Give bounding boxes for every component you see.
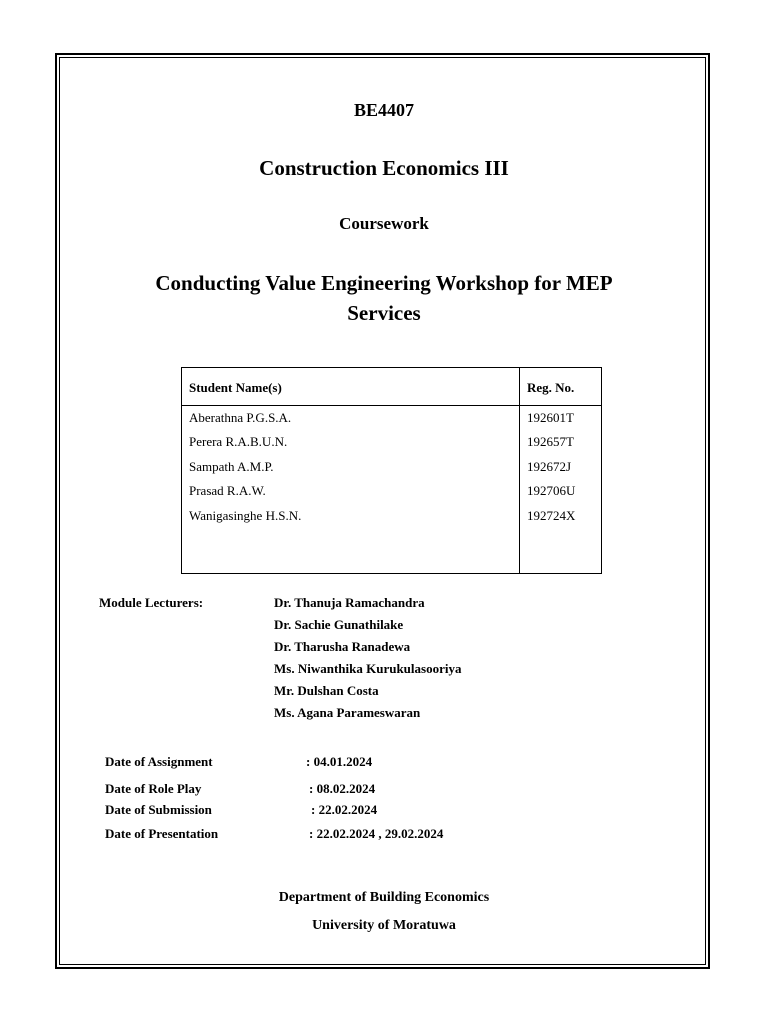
table-header-reg: Reg. No. <box>527 380 575 395</box>
date-role-play-value: : 08.02.2024 <box>309 781 376 796</box>
table-header-divider <box>182 405 601 406</box>
student-reg: 192706U <box>527 483 576 498</box>
table-header-name: Student Name(s) <box>189 380 282 395</box>
student-name: Aberathna P.G.S.A. <box>189 410 292 425</box>
department-name: Department of Building Economics <box>278 890 490 905</box>
date-submission-label: Date of Submission <box>105 802 212 817</box>
workshop-title: Conducting Value Engineering Workshop for MEP Services <box>155 271 613 325</box>
lecturer-name: Mr. Dulshan Costa <box>274 683 379 698</box>
university-name: University of Moratuwa <box>312 918 456 933</box>
student-reg: 192601T <box>527 410 574 425</box>
lecturer-name: Ms. Agana Parameswaran <box>274 705 421 720</box>
date-submission-value: : 22.02.2024 <box>311 802 378 817</box>
date-assignment-label: Date of Assignment <box>105 754 213 769</box>
lecturer-name: Dr. Thanuja Ramachandra <box>274 595 425 610</box>
student-reg: 192657T <box>527 434 574 449</box>
student-table <box>181 367 602 574</box>
date-presentation-label: Date of Presentation <box>105 826 219 841</box>
student-name: Perera R.A.B.U.N. <box>189 434 288 449</box>
course-title: Construction Economics III <box>259 156 509 180</box>
date-role-play-label: Date of Role Play <box>105 781 202 796</box>
lecturer-name: Ms. Niwanthika Kurukulasooriya <box>274 661 462 676</box>
student-name: Sampath A.M.P. <box>189 459 274 474</box>
student-reg: 192724X <box>527 508 576 523</box>
table-column-divider <box>519 368 520 573</box>
student-name: Prasad R.A.W. <box>189 483 266 498</box>
lecturer-name: Dr. Tharusha Ranadewa <box>274 639 411 654</box>
student-name: Wanigasinghe H.S.N. <box>189 508 302 523</box>
module-lecturers-label: Module Lecturers: <box>99 595 204 610</box>
course-code: BE4407 <box>353 100 414 120</box>
lecturer-name: Dr. Sachie Gunathilake <box>274 617 404 632</box>
date-presentation-value: : 22.02.2024 , 29.02.2024 <box>309 826 444 841</box>
student-reg: 192672J <box>527 459 572 474</box>
date-assignment-value: : 04.01.2024 <box>306 754 373 769</box>
assessment-type: Coursework <box>339 214 429 233</box>
